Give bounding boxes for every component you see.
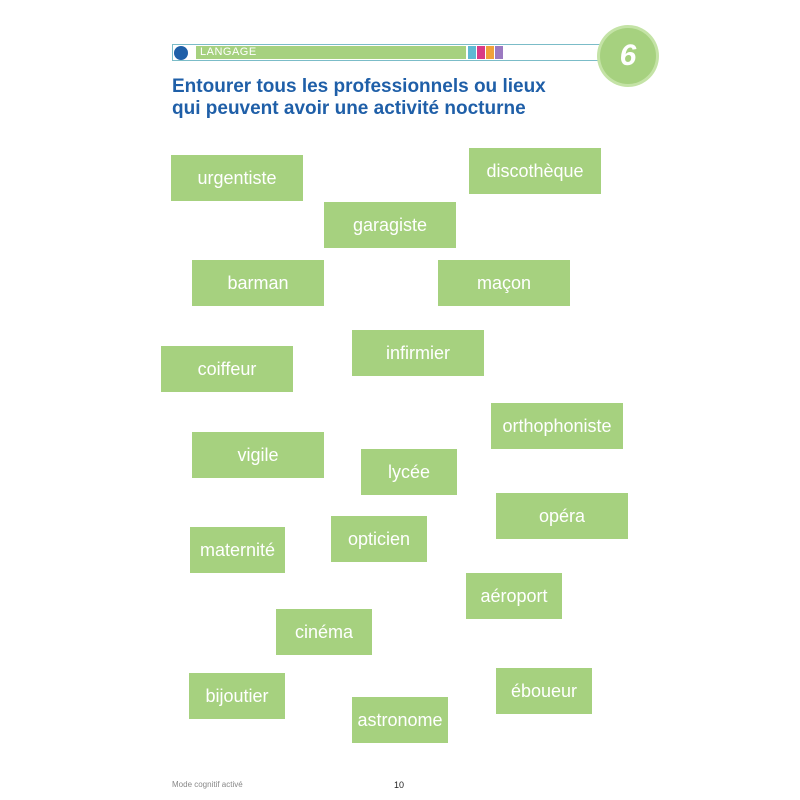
word-card[interactable]: infirmier — [352, 330, 484, 376]
word-card[interactable]: astronome — [352, 697, 448, 743]
word-card[interactable]: maternité — [190, 527, 285, 573]
section-label: LANGAGE — [196, 46, 466, 59]
color-swatch-blue — [468, 46, 476, 59]
word-card[interactable]: maçon — [438, 260, 570, 306]
word-card[interactable]: opéra — [496, 493, 628, 539]
word-card[interactable]: lycée — [361, 449, 457, 495]
word-card[interactable]: bijoutier — [189, 673, 285, 719]
exercise-number-badge: 6 — [600, 28, 656, 84]
word-card[interactable]: coiffeur — [161, 346, 293, 392]
footer-text: Mode cognitif activé — [172, 780, 243, 789]
color-swatch-orange — [486, 46, 494, 59]
word-card[interactable]: aéroport — [466, 573, 562, 619]
color-swatch-pink — [477, 46, 485, 59]
color-swatch-purple — [495, 46, 503, 59]
word-card[interactable]: garagiste — [324, 202, 456, 248]
word-card[interactable]: éboueur — [496, 668, 592, 714]
instruction-title: Entourer tous les professionnels ou lieux qui peuvent avoir une activité nocturne — [172, 76, 546, 119]
word-card[interactable]: urgentiste — [171, 155, 303, 201]
word-card[interactable]: opticien — [331, 516, 427, 562]
word-card[interactable]: orthophoniste — [491, 403, 623, 449]
page-number: 10 — [394, 780, 405, 790]
word-card[interactable]: vigile — [192, 432, 324, 478]
word-card[interactable]: barman — [192, 260, 324, 306]
word-card[interactable]: discothèque — [469, 148, 601, 194]
word-card[interactable]: cinéma — [276, 609, 372, 655]
header-dot-icon — [174, 46, 188, 60]
